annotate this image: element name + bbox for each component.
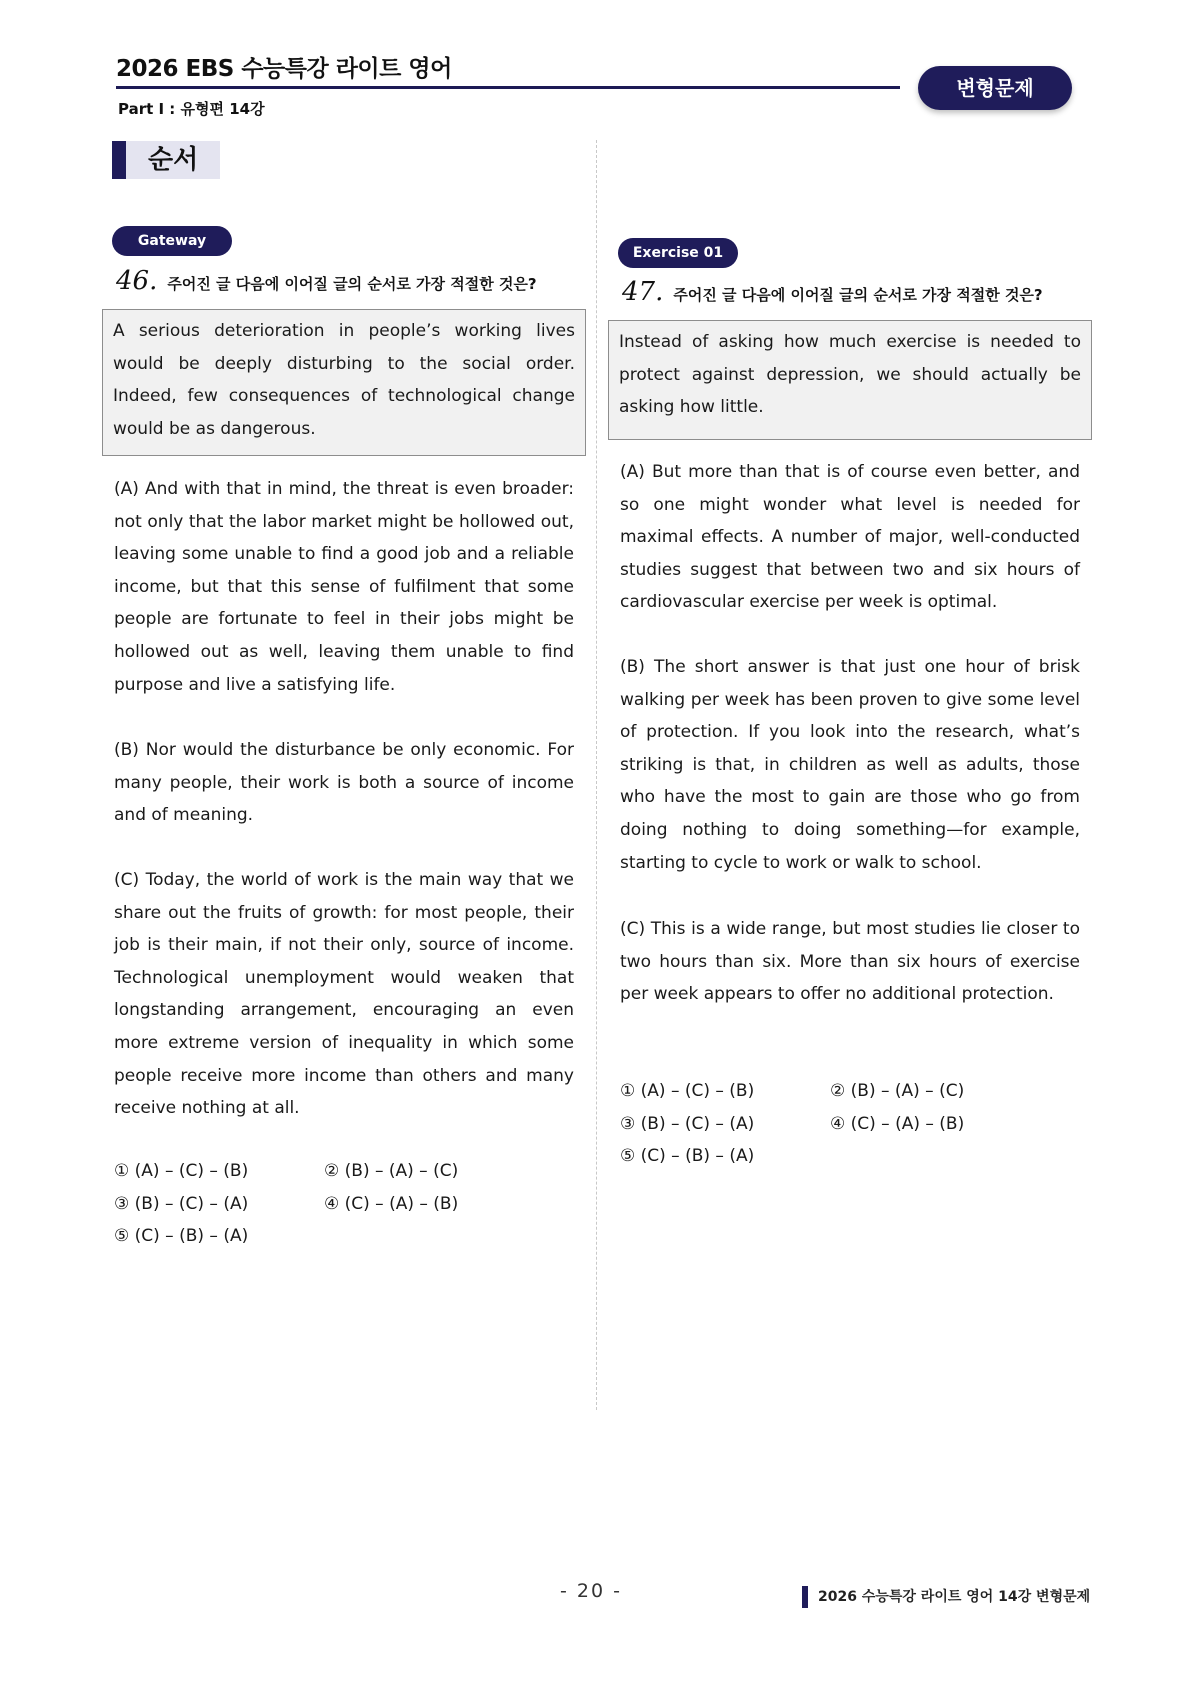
choice-4[interactable]: ④ (C) – (A) – (B)	[324, 1193, 459, 1214]
book-title: 2026 EBS 수능특강 라이트 영어	[116, 56, 452, 82]
choice-2[interactable]: ② (B) – (A) – (C)	[830, 1081, 965, 1101]
answer-choices	[114, 1155, 574, 1253]
answer-choices	[620, 1075, 1080, 1173]
page-number: - 20 -	[560, 1580, 622, 1602]
question-number: 47.	[622, 277, 664, 307]
question-prompt: 주어진 글 다음에 이어질 글의 순서로 가장 적절한 것은?	[167, 275, 537, 293]
choice-3[interactable]: ③ (B) – (C) – (A)	[620, 1113, 755, 1134]
choice-2[interactable]: ② (B) – (A) – (C)	[324, 1161, 459, 1181]
paragraph-b: (B) Nor would the disturbance be only economic. For many people, their work is both a source of income and of meaning.	[114, 740, 574, 826]
part-label: Part Ⅰ : 유형편 14강	[118, 100, 265, 118]
choice-5[interactable]: ⑤ (C) – (B) – (A)	[620, 1146, 755, 1167]
paragraph-a: (A) And with that in mind, the threat is even broader: not only that the labor market might be hollowed out, leaving some unable to find a good job and a reliable income, but that this sense of fulfilment that some people are fortunate to feel in their jobs might be hollowed out as well, leaving them unable to find purpose and live a satisfying life.	[114, 479, 574, 695]
question-header	[116, 266, 537, 296]
choice-5[interactable]: ⑤ (C) – (B) – (A)	[114, 1226, 249, 1247]
gateway-tag: Gateway	[112, 226, 232, 256]
question-prompt: 주어진 글 다음에 이어질 글의 순서로 가장 적절한 것은?	[673, 286, 1043, 304]
paragraph-b: (B) The short answer is that just one hour of brisk walking per week has been proven to give some level of protection. If you look into the research, what’s striking is that, in children as well as adults, those who have the most to gain are those who go from doing nothing to doing something—for example, starting to cycle to work or walk to school.	[620, 657, 1080, 873]
given-passage: A serious deterioration in people’s working lives would be deeply disturbing to the social order. Indeed, few consequences of technological change would be as dangerous.	[102, 309, 586, 456]
paragraph-a: (A) But more than that is of course even better, and so one might wonder what level is needed for maximal effects. A number of major, well-conducted studies suggest that between two and six hours of cardiovascular exercise per week is optimal.	[620, 462, 1080, 613]
question-header	[622, 277, 1043, 307]
question-number: 46.	[116, 266, 158, 296]
given-passage: Instead of asking how much exercise is needed to protect against depression, we should actually be asking how little.	[608, 320, 1092, 440]
problem-type-badge: 변형문제	[918, 66, 1072, 110]
choice-4[interactable]: ④ (C) – (A) – (B)	[830, 1113, 965, 1134]
column-divider	[596, 140, 597, 1410]
footer-title: 2026 수능특강 라이트 영어 14강 변형문제	[802, 1586, 1090, 1608]
title-rule	[116, 86, 900, 89]
section-heading: 순서	[112, 141, 220, 179]
choice-3[interactable]: ③ (B) – (C) – (A)	[114, 1193, 249, 1214]
choice-1[interactable]: ① (A) – (C) – (B)	[620, 1081, 755, 1101]
choice-1[interactable]: ① (A) – (C) – (B)	[114, 1161, 249, 1181]
exercise-tag: Exercise 01	[618, 238, 738, 268]
paragraph-c: (C) This is a wide range, but most studies lie closer to two hours than six. More than six hours of exercise per week appears to offer no additional protection.	[620, 919, 1080, 1005]
paragraph-c: (C) Today, the world of work is the main way that we share out the fruits of growth: for most people, their job is their main, if not their only, source of income. Technological unemployment would weaken that longstanding arrangement, encouraging an even more extreme version of inequality in which some people receive more income than others and many receive nothing at all.	[114, 870, 574, 1119]
